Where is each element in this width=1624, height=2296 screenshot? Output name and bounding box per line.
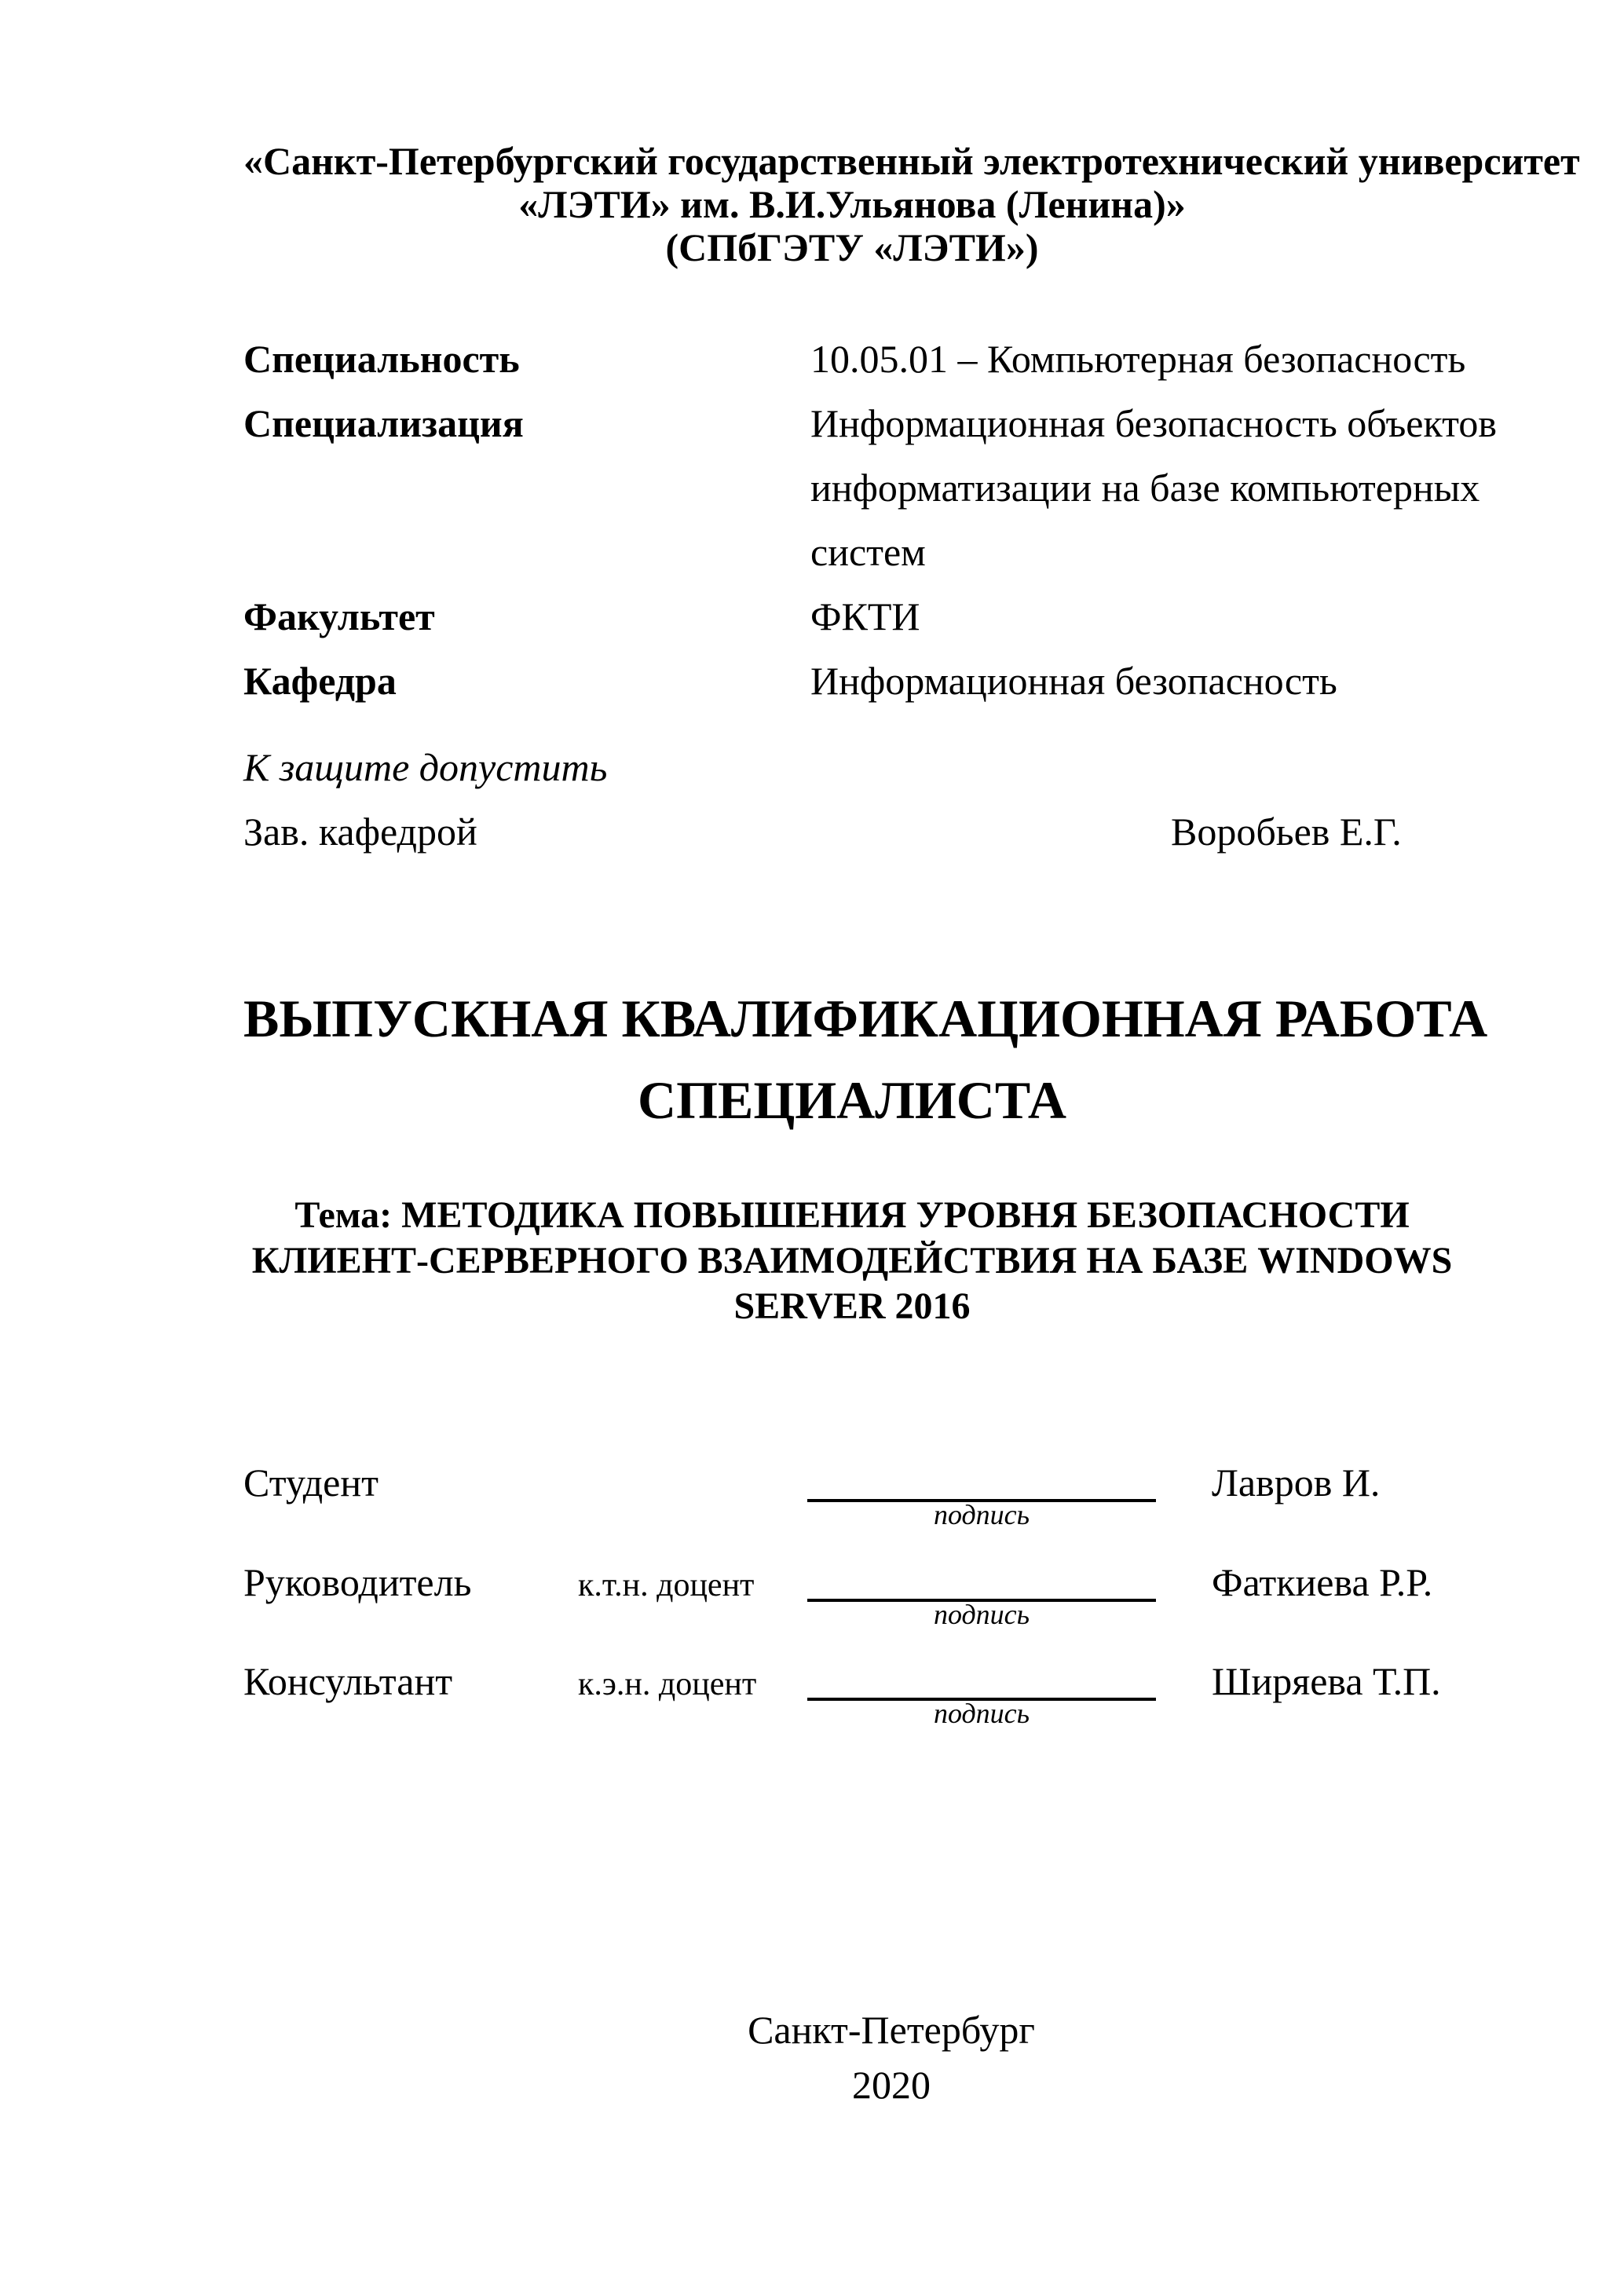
signature-degree: к.э.н. доцент: [578, 1666, 757, 1702]
footer-year: 2020: [852, 2063, 931, 2107]
signature-caption: подпись: [933, 1698, 1030, 1729]
department-head-name: Воробьев Е.Г.: [1171, 810, 1402, 854]
speciality-value: 10.05.01 – Компьютерная безопасность: [810, 337, 1466, 381]
signature-name: Фаткиева Р.Р.: [1212, 1560, 1433, 1604]
specialization-value: Информационная безопасность объектов информатизации на базе компьютерных систем: [810, 401, 1497, 574]
signature-line: [807, 1660, 1156, 1701]
topic-heading: [243, 1193, 1461, 1329]
department-value: Информационная безопасность: [810, 659, 1337, 703]
university-header: [243, 139, 1580, 269]
signature-caption: подпись: [933, 1599, 1030, 1630]
signature-role: Студент: [243, 1461, 379, 1504]
admission-permit-line: К защите допустить: [243, 745, 608, 789]
footer: [243, 2002, 1500, 2112]
signature-row-supervisor: [243, 1561, 1461, 1662]
signature-role: Руководитель: [243, 1560, 472, 1604]
topic-line-3: SERVER 2016: [733, 1285, 971, 1327]
signature-degree: к.т.н. доцент: [578, 1567, 755, 1603]
signature-row-consultant: [243, 1660, 1461, 1760]
signature-caption: подпись: [933, 1499, 1030, 1530]
department-label: Кафедра: [243, 659, 397, 703]
signature-name: Ширяева Т.П.: [1212, 1659, 1441, 1703]
work-type-line-2: СПЕЦИАЛИСТА: [638, 1070, 1066, 1130]
faculty-value: ФКТИ: [810, 594, 920, 638]
specialization-label: Специализация: [243, 401, 524, 445]
faculty-label: Факультет: [243, 594, 435, 638]
university-abbreviation: (СПбГЭТУ «ЛЭТИ»): [665, 225, 1039, 269]
work-type-line-1: ВЫПУСКНАЯ КВАЛИФИКАЦИОННАЯ РАБОТА: [243, 989, 1488, 1048]
work-type-title: [243, 978, 1488, 1141]
university-name-line-2: «ЛЭТИ» им. В.И.Ульянова (Ленина)»: [518, 182, 1186, 226]
department-head-label: Зав. кафедрой: [243, 810, 477, 854]
signature-role: Консультант: [243, 1659, 453, 1703]
topic-line-1: Тема: МЕТОДИКА ПОВЫШЕНИЯ УРОВНЯ БЕЗОПАСНОСТИ: [294, 1194, 1410, 1236]
signature-row-student: [243, 1461, 1461, 1562]
speciality-label: Специальность: [243, 337, 520, 381]
signature-line: [807, 1461, 1156, 1502]
topic-line-2: КЛИЕНТ-СЕРВЕРНОГО ВЗАИМОДЕЙСТВИЯ НА БАЗЕ WINDOWS: [251, 1240, 1453, 1281]
signature-line: [807, 1561, 1156, 1602]
university-name-line-1: «Санкт-Петербургский государственный электротехнический университет: [243, 139, 1580, 183]
signature-name: Лавров И.: [1212, 1461, 1381, 1504]
footer-city: Санкт-Петербург: [748, 2008, 1035, 2052]
